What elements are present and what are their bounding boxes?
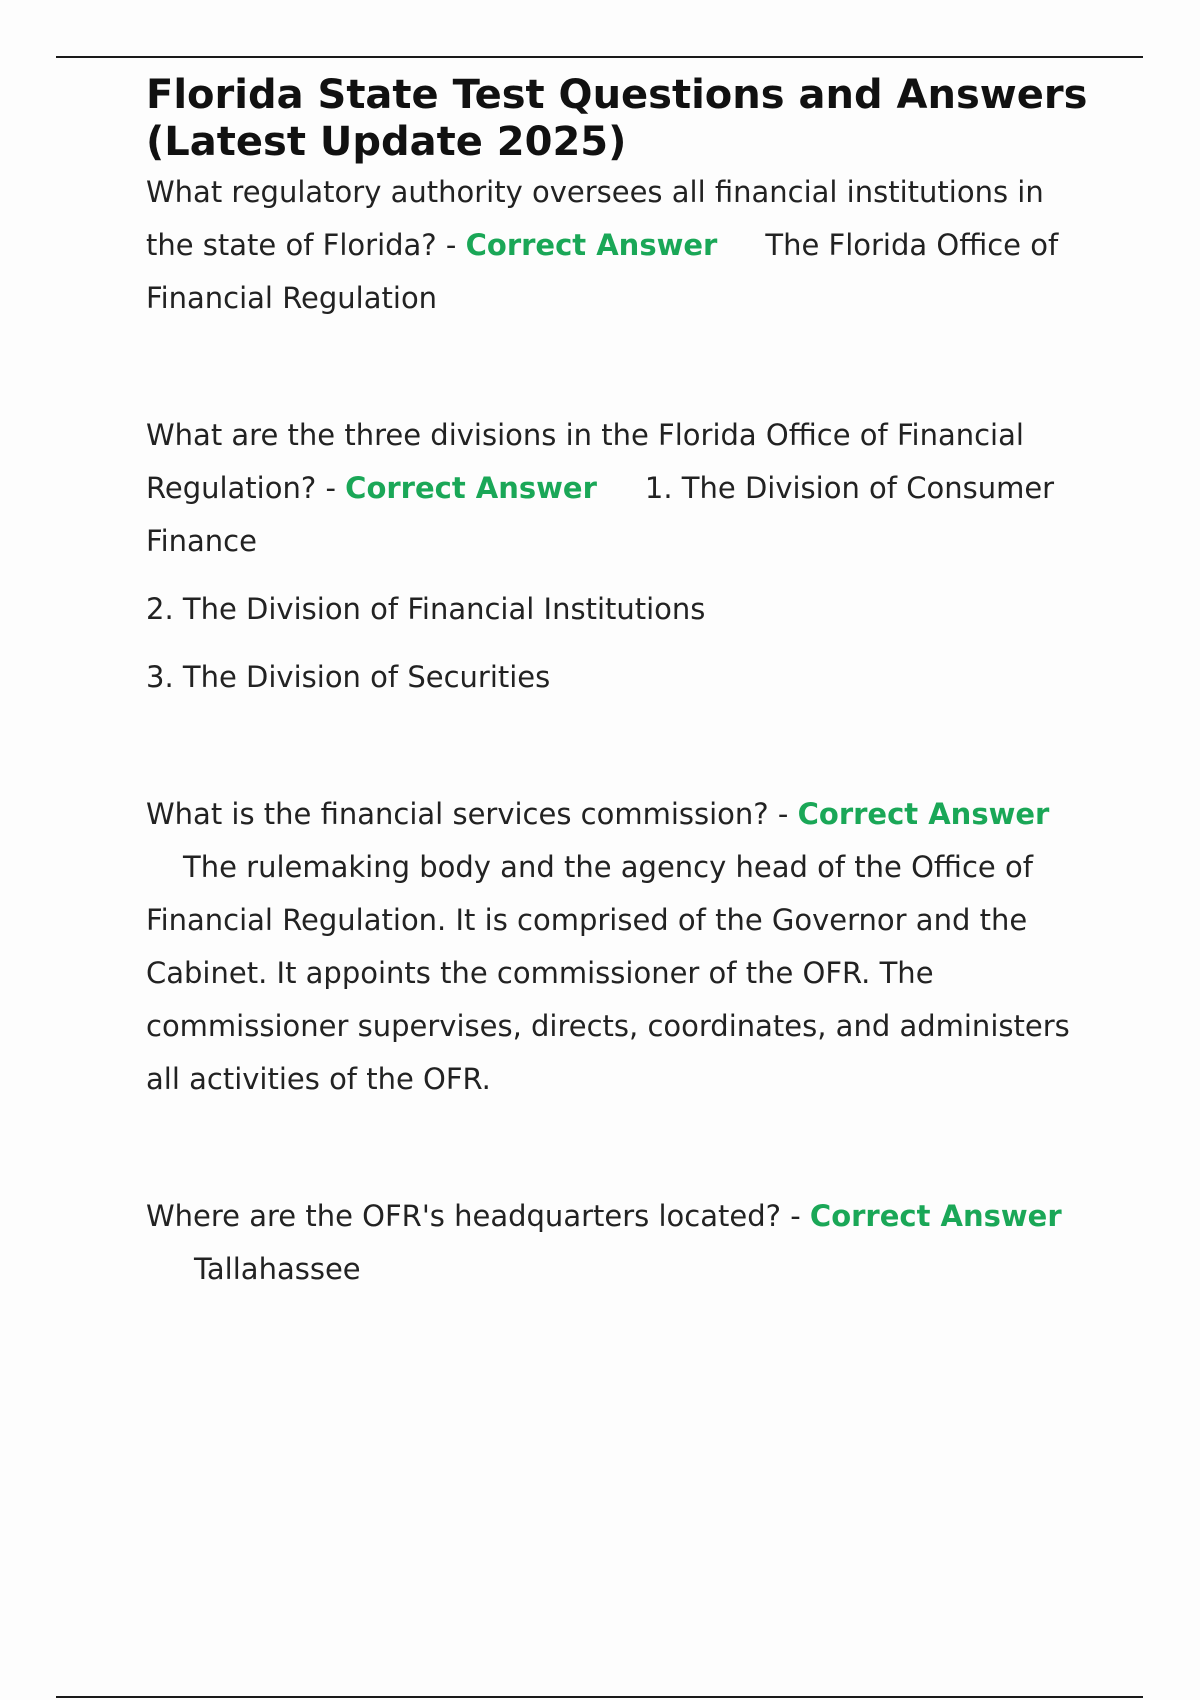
qa-item-2 — [146, 409, 1096, 568]
answer-line: 3. The Division of Securities — [146, 660, 551, 694]
correct-answer-label: Correct Answer — [809, 1199, 1062, 1233]
correct-answer-label: Correct Answer — [465, 228, 718, 262]
answer-text: 1. The Division of Consumer Finance — [146, 471, 1055, 558]
qa-item-1 — [146, 166, 1096, 325]
answer-text: Tallahassee — [194, 1252, 361, 1286]
answer-text: The rulemaking body and the agency head of the Office of Financial Regulation. It is comprised of the Governor and the Cabinet. It appoints the commissioner of the OFR. The commissioner supervises, directs, coordinates, and administers all activities of the OFR. — [146, 850, 1070, 1096]
question-text: Where are the OFR's headquarters located? - — [146, 1199, 801, 1233]
qa-item-4 — [146, 1190, 1096, 1296]
qa-item-3 — [146, 788, 1096, 1106]
answer-text: The Florida Office of Financial Regulation — [146, 228, 1059, 315]
question-text: What are the three divisions in the Florida Office of Financial Regulation? - — [146, 418, 1024, 505]
correct-answer-label: Correct Answer — [345, 471, 597, 505]
top-rule — [56, 56, 1143, 58]
page-title: Florida State Test Questions and Answers (Latest Update 2025) — [146, 72, 1088, 165]
correct-answer-label: Correct Answer — [797, 797, 1050, 831]
question-text: What regulatory authority oversees all financial institutions in the state of Florida? - — [146, 175, 1044, 262]
bottom-rule — [56, 1696, 1143, 1698]
answer-line: 2. The Division of Financial Institutions — [146, 592, 706, 626]
document-body — [146, 72, 1096, 1296]
question-text: What is the financial services commission? - — [146, 797, 789, 831]
